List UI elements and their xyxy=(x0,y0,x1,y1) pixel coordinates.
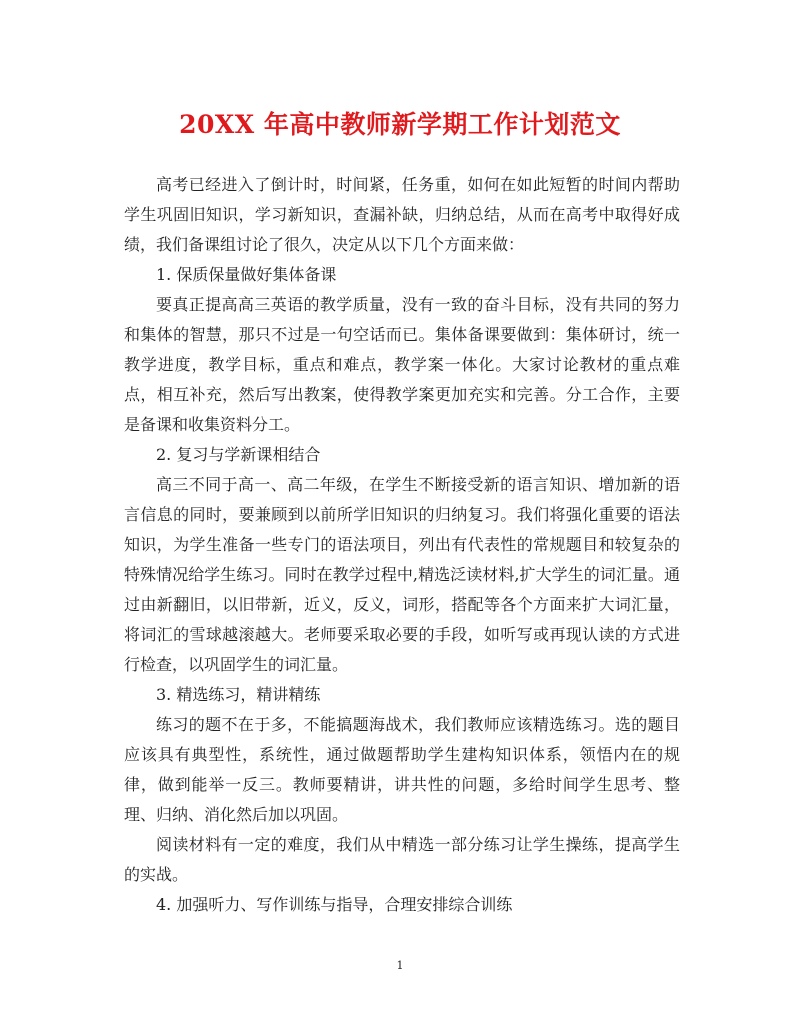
section-1-paragraph: 要真正提高高三英语的教学质量，没有一致的奋斗目标，没有共同的努力和集体的智慧，那只不过是一句空话而已。集体备课要做到：集体研讨，统一教学进度，教学目标，重点和难点，教学案一体化。大家讨论教材的重点难点，相互补充，然后写出教案，使得教学案更加充实和完善。分工合作，主要是备课和收集资料分工。 xyxy=(124,295,680,434)
section-3-paragraph-2: 阅读材料有一定的难度，我们从中精选一部分练习让学生操练，提高学生的实战。 xyxy=(124,835,680,884)
intro-paragraph: 高考已经进入了倒计时，时间紧，任务重，如何在如此短暂的时间内帮助学生巩固旧知识，学习新知识，查漏补缺，归纳总结，从而在高考中取得好成绩，我们备课组讨论了很久，决定从以下几个方面来做： xyxy=(124,175,680,254)
section-3-paragraph: 练习的题不在于多，不能搞题海战术，我们教师应该精选练习。选的题目应该具有典型性，系统性，通过做题帮助学生建构知识体系，领悟内在的规律，做到能举一反三。教师要精讲，讲共性的问题，多给时间学生思考、整理、归纳、消化然后加以巩固。 xyxy=(124,715,680,824)
section-2-paragraph: 高三不同于高一、高二年级，在学生不断接受新的语言知识、增加新的语言信息的同时，要兼顾到以前所学旧知识的归纳复习。我们将强化重要的语法知识，为学生准备一些专门的语法项目，列出有代表性的常规题目和较复杂的特殊情况给学生练习。同时在教学过程中,精选泛读材料,扩大学生的词汇量。通过由新翻旧，以旧带新，近义，反义，词形，搭配等各个方面来扩大词汇量，将词汇的雪球越滚越大。老师要采取必要的手段，如听写或再现认读的方式进行检查，以巩固学生的词汇量。 xyxy=(124,475,680,674)
section-heading-4: 4. 加强听力、写作训练与指导，合理安排综合训练 xyxy=(156,895,513,914)
page-number: 1 xyxy=(396,959,404,972)
section-heading-3: 3. 精选练习，精讲精练 xyxy=(156,685,321,704)
document-title: 20XX 年高中教师新学期工作计划范文 xyxy=(179,110,621,139)
document-body xyxy=(124,170,680,920)
section-heading-1: 1. 保质保量做好集体备课 xyxy=(156,265,337,284)
section-heading-2: 2. 复习与学新课相结合 xyxy=(156,445,321,464)
